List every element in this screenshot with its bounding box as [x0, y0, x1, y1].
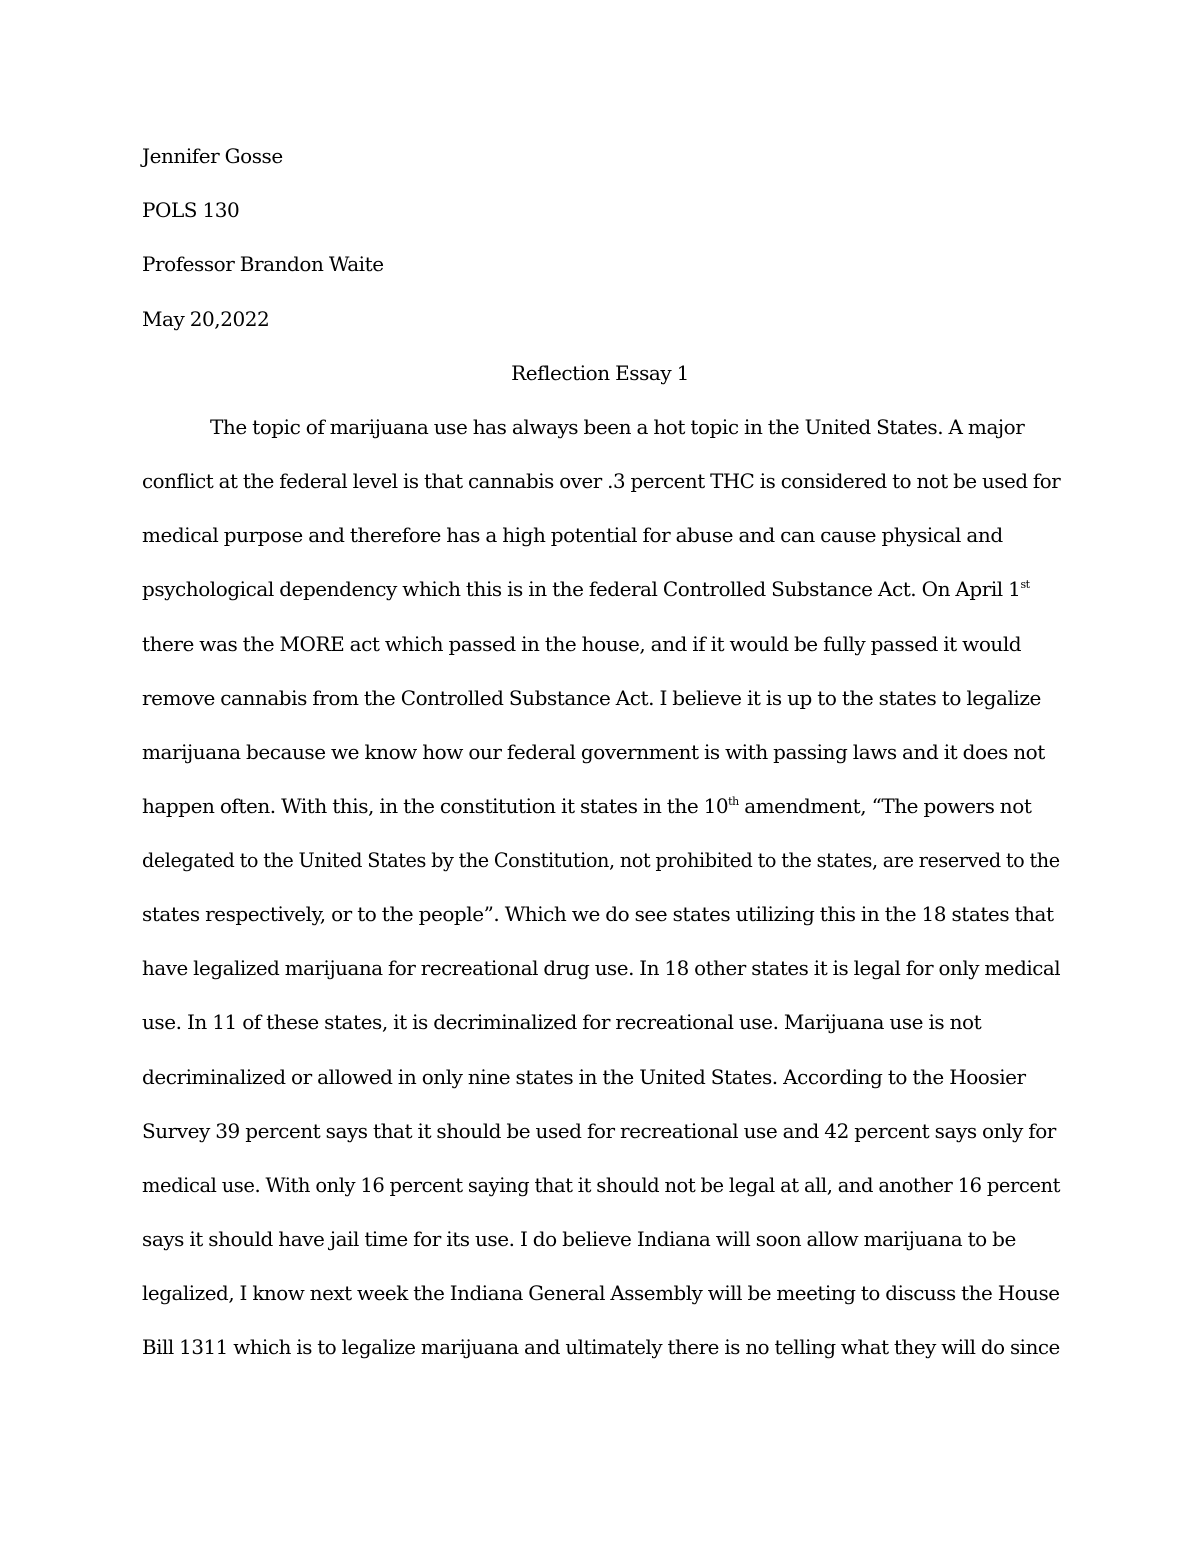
- body-line: decriminalized or allowed in only nine states in the United States. According to the Hoosier: [142, 1065, 1026, 1089]
- body-line-text: psychological dependency which this is in the federal Controlled Substance Act. On April 1: [142, 577, 1021, 601]
- body-line: Bill 1311 which is to legalize marijuana and ultimately there is no telling what they will do since: [142, 1335, 1060, 1359]
- body-line: remove cannabis from the Controlled Substance Act. I believe it is up to the states to legalize: [142, 686, 1041, 710]
- body-line-text: happen often. With this, in the constitution it states in the 10: [142, 794, 729, 818]
- ordinal-suffix: st: [1020, 578, 1030, 591]
- body-line: says it should have jail time for its use. I do believe Indiana will soon allow marijuana to be: [142, 1227, 1016, 1251]
- body-line: [142, 791, 1031, 821]
- body-line: delegated to the United States by the Constitution, not prohibited to the states, are reserved to the: [142, 848, 1060, 872]
- course-code: POLS 130: [142, 198, 240, 222]
- body-line: [142, 574, 1030, 604]
- body-line: there was the MORE act which passed in the house, and if it would be fully passed it would: [142, 632, 1022, 656]
- body-line: legalized, I know next week the Indiana General Assembly will be meeting to discuss the House: [142, 1281, 1060, 1305]
- body-line-text: amendment, “The powers not: [738, 794, 1032, 818]
- body-line: medical use. With only 16 percent saying that it should not be legal at all, and another 16 percent: [142, 1173, 1060, 1197]
- body-line: states respectively, or to the people”. Which we do see states utilizing this in the 18 states that: [142, 902, 1054, 926]
- author-name: Jennifer Gosse: [142, 144, 283, 168]
- essay-date: May 20,2022: [142, 307, 270, 331]
- body-line: The topic of marijuana use has always been a hot topic in the United States. A major: [210, 415, 1025, 439]
- body-line: have legalized marijuana for recreational drug use. In 18 other states it is legal for only medical: [142, 956, 1061, 980]
- body-line: Survey 39 percent says that it should be used for recreational use and 42 percent says only for: [142, 1119, 1056, 1143]
- professor-name: Professor Brandon Waite: [142, 252, 384, 276]
- ordinal-suffix: th: [728, 795, 739, 808]
- body-line: medical purpose and therefore has a high potential for abuse and can cause physical and: [142, 523, 1003, 547]
- body-line: marijuana because we know how our federal government is with passing laws and it does not: [142, 740, 1045, 764]
- body-line: conflict at the federal level is that cannabis over .3 percent THC is considered to not be used for: [142, 469, 1061, 493]
- essay-title: Reflection Essay 1: [511, 361, 689, 385]
- body-line: use. In 11 of these states, it is decriminalized for recreational use. Marijuana use is not: [142, 1010, 982, 1034]
